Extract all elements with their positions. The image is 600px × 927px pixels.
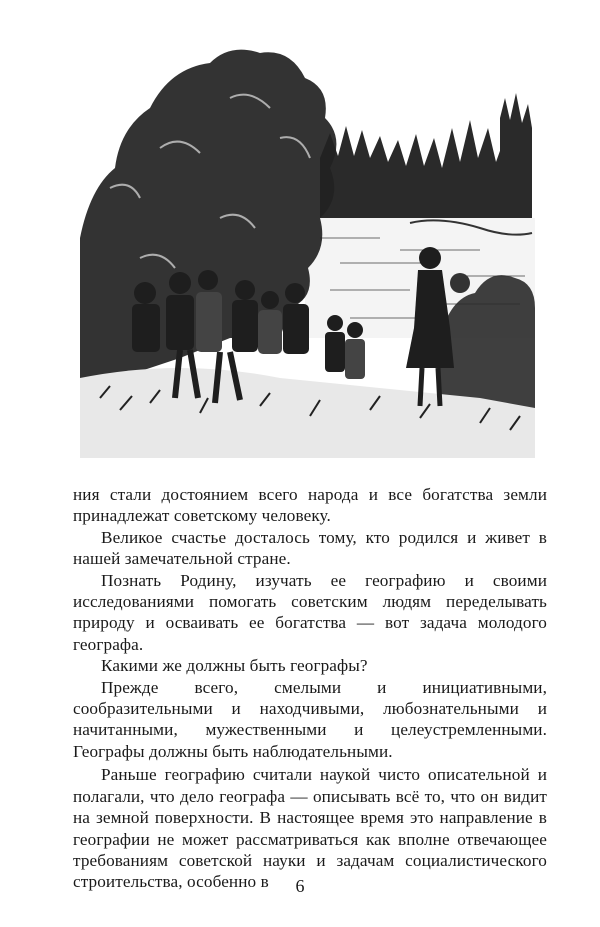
body-text <box>73 484 547 893</box>
far-forest <box>320 93 532 218</box>
paragraph: Познать Родину, изучать ее географию и своими исследованиями помогать советским людям переделывать природу и осваивать ее богатства — вот задача молодого географа. <box>73 570 547 654</box>
paragraph: Великое счастье досталось тому, кто родился и живет в нашей замечательной стране. <box>73 527 547 569</box>
illustration-young-geographers <box>80 38 535 458</box>
paragraph: Раньше географию считали наукой чисто описательной и полагали, что дело географа — описывать всё то, что он видит на земной поверхности. В настоящее время это направление в географии не может рассматриваться как вполне отвечающее требованиям советской науки и задачам социалистического строительства, особенно в <box>73 765 547 892</box>
paragraph-question: Какими же должны быть географы? <box>101 656 368 676</box>
paragraph: Прежде всего, смелыми и инициативными, сообразительными и находчивыми, любознательными и начитанными, мужественными и целеустремленными. Географы должны быть наблюдательными. <box>73 677 547 761</box>
paragraph-continued: ния стали достоянием всего народа и все богатства земли принадлежат советскому человеку. <box>73 485 547 526</box>
page-number: 6 <box>295 876 305 896</box>
